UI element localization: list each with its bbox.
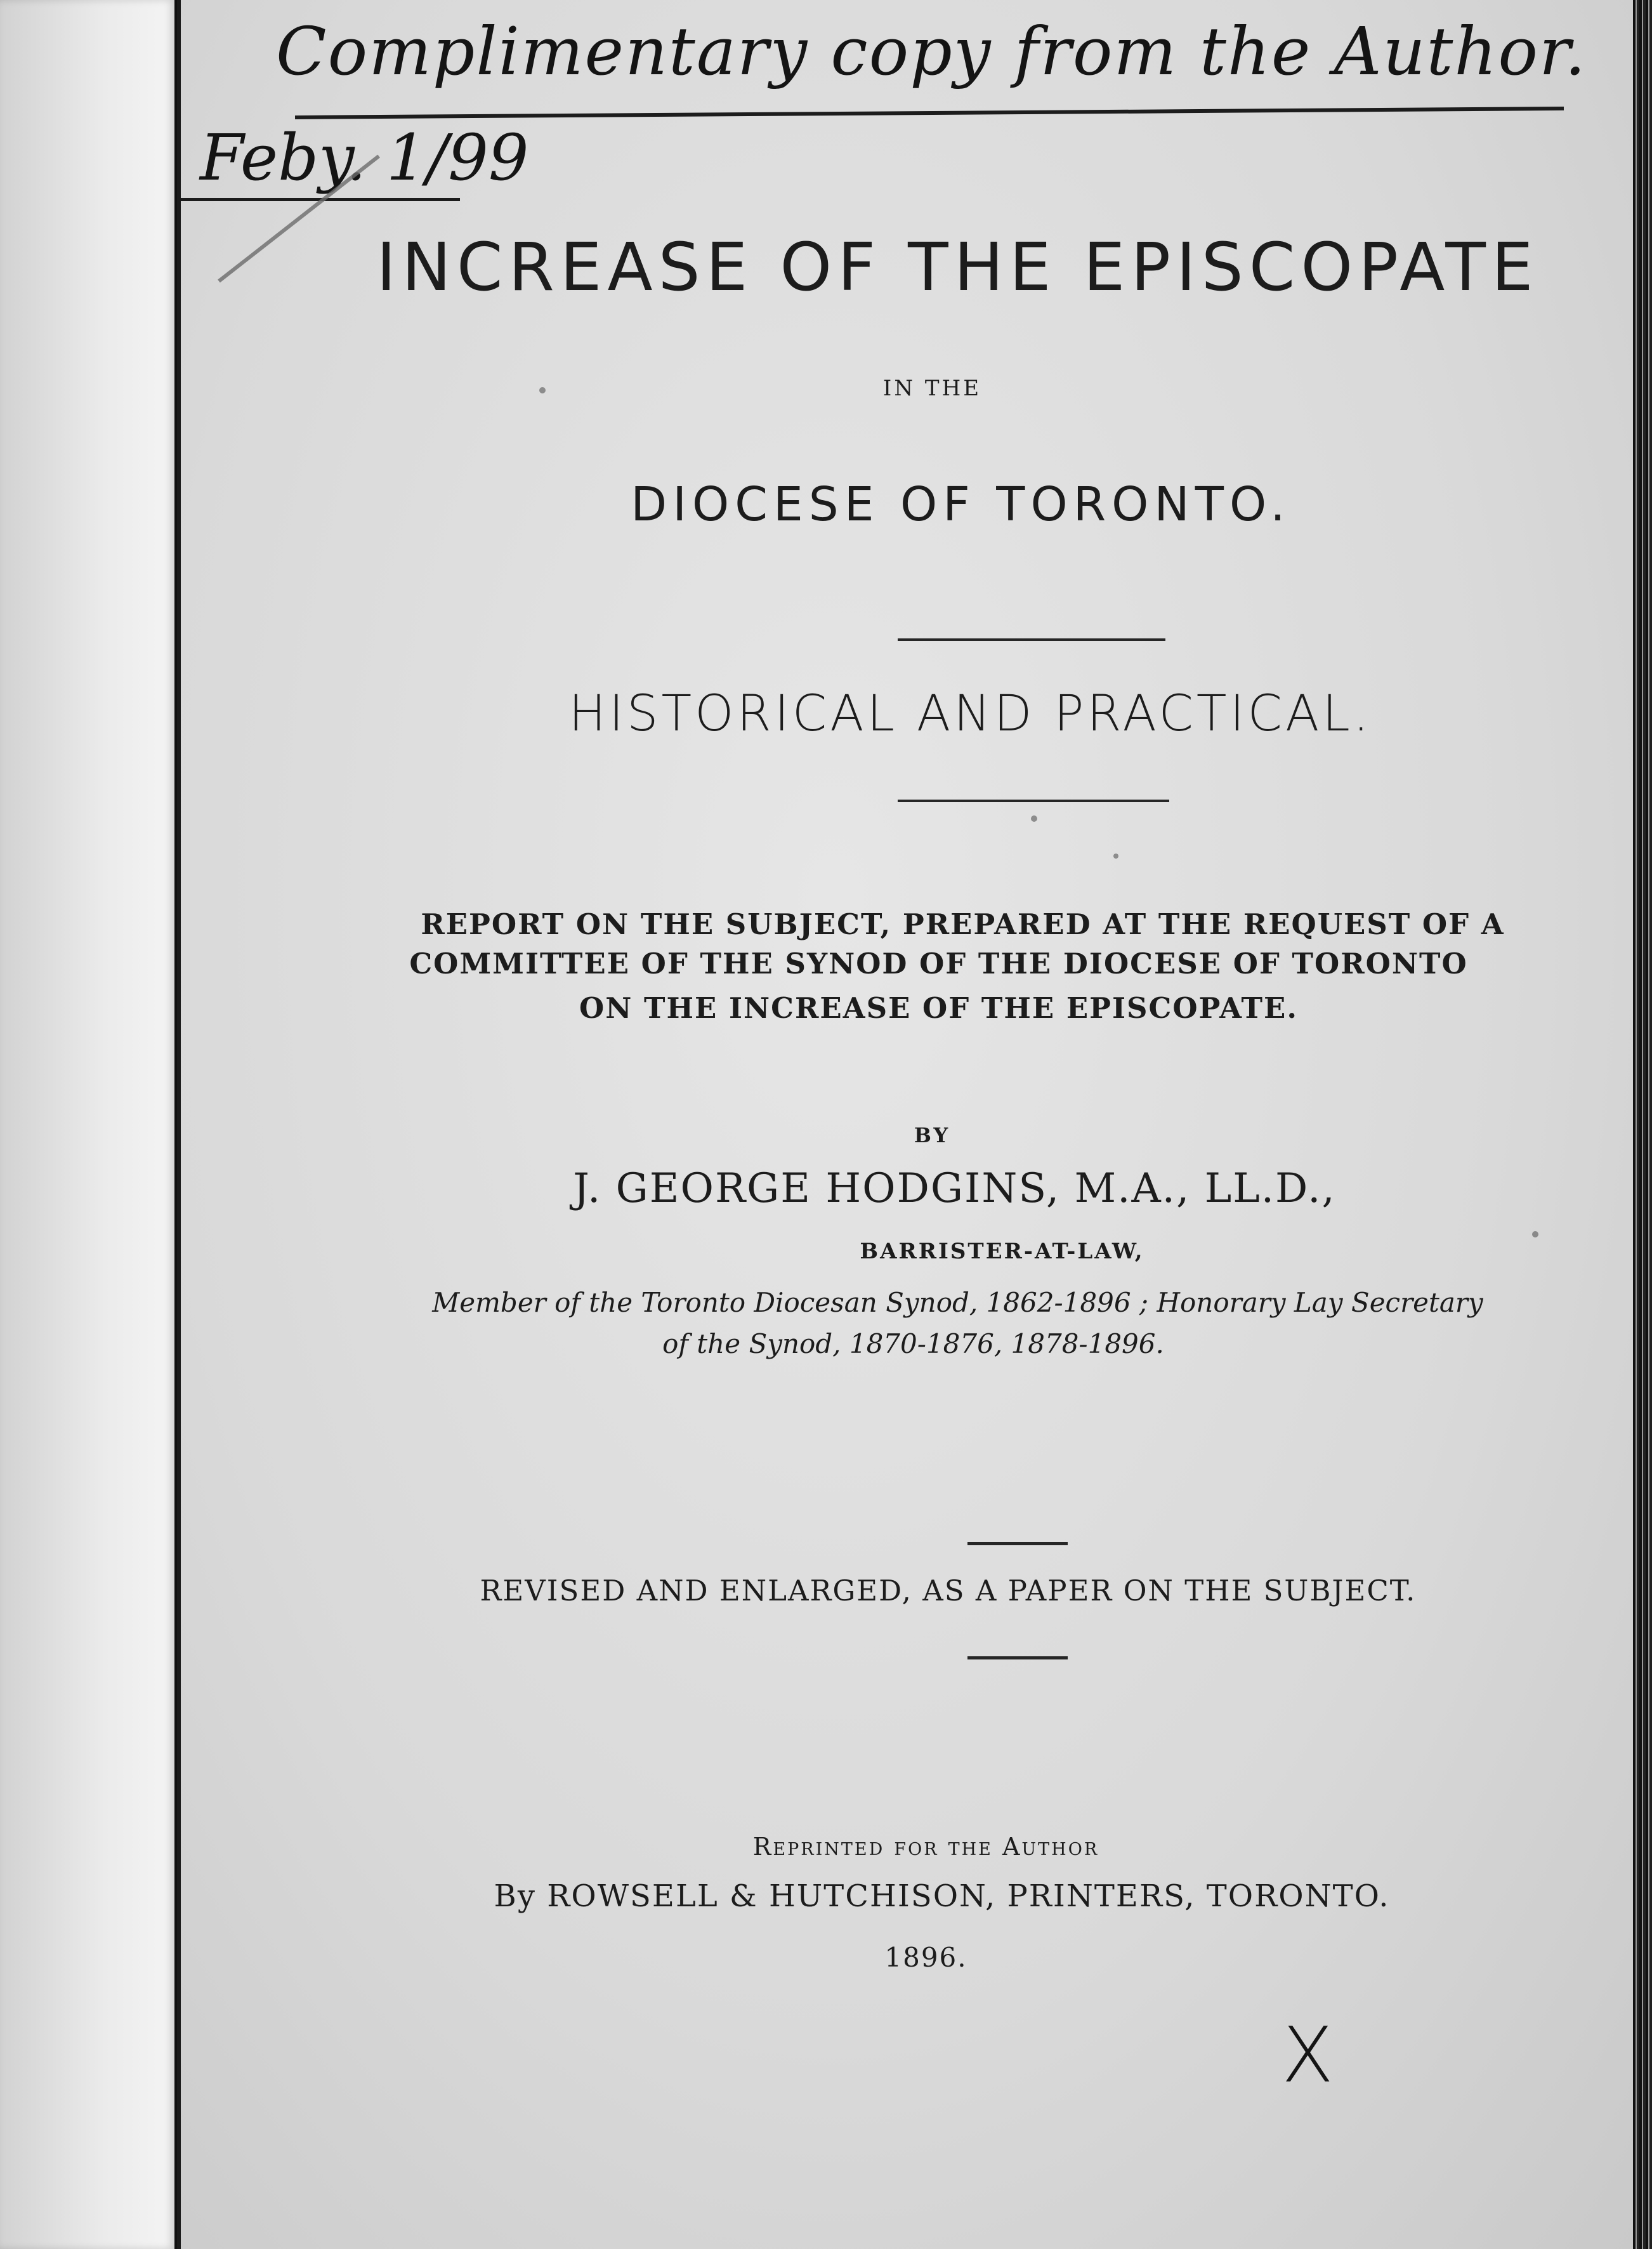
author-membership: Member of the Toronto Diocesan Synod, 1862-1896 ; Honorary Lay Secretary [432,1287,1483,1318]
divider-rule [967,1656,1068,1659]
paper-speck [1031,815,1037,822]
divider-rule [967,1542,1068,1545]
book-title: INCREASE OF THE EPISCOPATE [376,228,1539,306]
imprint-printers: By ROWSELL & HUTCHISON, PRINTERS, TORONTO. [494,1878,1390,1914]
book-subtitle: HISTORICAL AND PRACTICAL. [568,685,1372,742]
divider-rule [898,800,1169,802]
paper-speck [539,387,546,393]
title-diocese: DIOCESE OF TORONTO. [631,477,1291,532]
paper-speck [1113,854,1118,859]
inscription-underline [295,107,1564,119]
author-name: J. GEORGE HODGINS, M.A., LL.D., [573,1165,1336,1212]
facing-blank-leaf [0,0,177,2249]
report-line: ON THE INCREASE OF THE EPISCOPATE. [579,991,1298,1025]
paper-speck [1532,1231,1538,1237]
imprint-reprinted: Reprinted for the Author [752,1833,1099,1861]
author-profession: BARRISTER-AT-LAW, [860,1239,1144,1264]
page-edges [1633,0,1652,2249]
report-line: COMMITTEE OF THE SYNOD OF THE DIOCESE OF TORONTO [409,947,1468,980]
title-connector: IN THE [882,376,982,401]
author-membership: of the Synod, 1870-1876, 1878-1896. [662,1328,1164,1359]
handwritten-mark: X [1282,2012,1334,2100]
handwritten-inscription: Complimentary copy from the Author. [276,13,1587,90]
edition-note: REVISED AND ENLARGED, AS A PAPER ON THE SUBJECT. [480,1574,1417,1607]
handwritten-date: Feby. 1/99 [200,121,529,195]
title-page [181,0,1633,2249]
report-line: REPORT ON THE SUBJECT, PREPARED AT THE REQUEST OF A [421,907,1505,941]
divider-rule [898,638,1165,641]
imprint-year: 1896. [884,1942,967,1973]
by-label: BY [914,1123,951,1147]
